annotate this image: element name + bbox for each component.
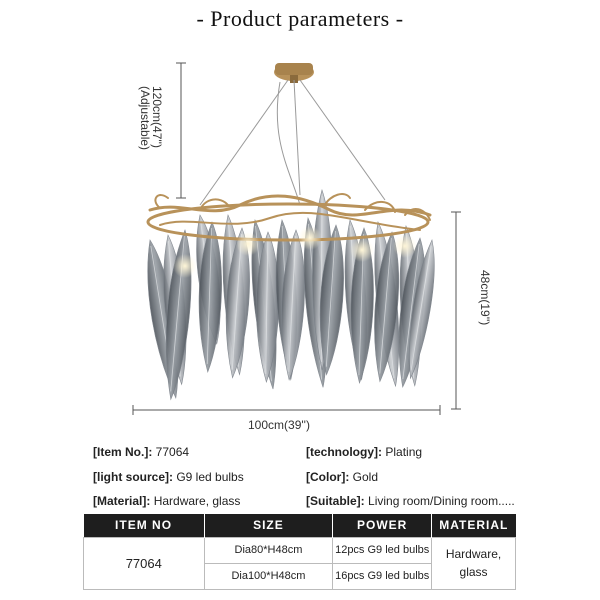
branch-frame (148, 194, 430, 240)
spec-technology-value: Plating (385, 445, 423, 459)
spec-suitable-label: [Suitable]: (306, 494, 365, 508)
spec-material (93, 494, 240, 508)
table-row (84, 537, 516, 563)
material-line-2: glass (459, 565, 488, 579)
material-cell (432, 537, 516, 589)
width-dimension-line (133, 405, 440, 415)
material-line-1: Hardware, (445, 547, 502, 561)
page-title: - Product parameters - (196, 6, 404, 31)
header-item-no: ITEM NO (84, 514, 205, 537)
height-dimension-line (176, 63, 186, 198)
parameters-table (83, 514, 516, 590)
height-total-label: 120cm(47'') (150, 86, 164, 148)
power-cell: 16pcs G9 led bulbs (333, 563, 432, 589)
spec-technology-label: [technology]: (306, 445, 382, 459)
spec-color (306, 470, 378, 484)
spec-suitable (306, 494, 515, 508)
spec-light-source-value: G9 led bulbs (176, 470, 244, 484)
body-height-dimension-line (451, 212, 461, 409)
spec-material-label: [Material]: (93, 494, 151, 508)
spec-light-source (93, 470, 244, 484)
header-size: SIZE (204, 514, 333, 537)
size-cell: Dia80*H48cm (204, 537, 333, 563)
spec-suitable-value: Living room/Dining room..... (368, 494, 515, 508)
spec-color-value: Gold (352, 470, 379, 484)
width-label: 100cm(39'') (248, 418, 310, 432)
spec-item-no (93, 445, 189, 459)
spec-item-no-value: 77064 (155, 445, 190, 459)
header-power: POWER (333, 514, 432, 537)
suspension-cables (200, 80, 385, 205)
table-header-row (84, 514, 516, 537)
size-cell: Dia100*H48cm (204, 563, 333, 589)
header-material: MATERIAL (432, 514, 516, 537)
item-no-cell: 77064 (84, 537, 205, 589)
spec-material-value: Hardware, glass (153, 494, 241, 508)
spec-color-label: [Color]: (306, 470, 350, 484)
spec-item-no-label: [Item No.]: (93, 445, 153, 459)
spec-technology (306, 445, 422, 459)
spec-light-source-label: [light source]: (93, 470, 173, 484)
body-height-label: 48cm(19'') (478, 270, 492, 326)
power-cell: 12pcs G9 led bulbs (333, 537, 432, 563)
height-adjustable-label: (Adjustable) (138, 86, 152, 151)
